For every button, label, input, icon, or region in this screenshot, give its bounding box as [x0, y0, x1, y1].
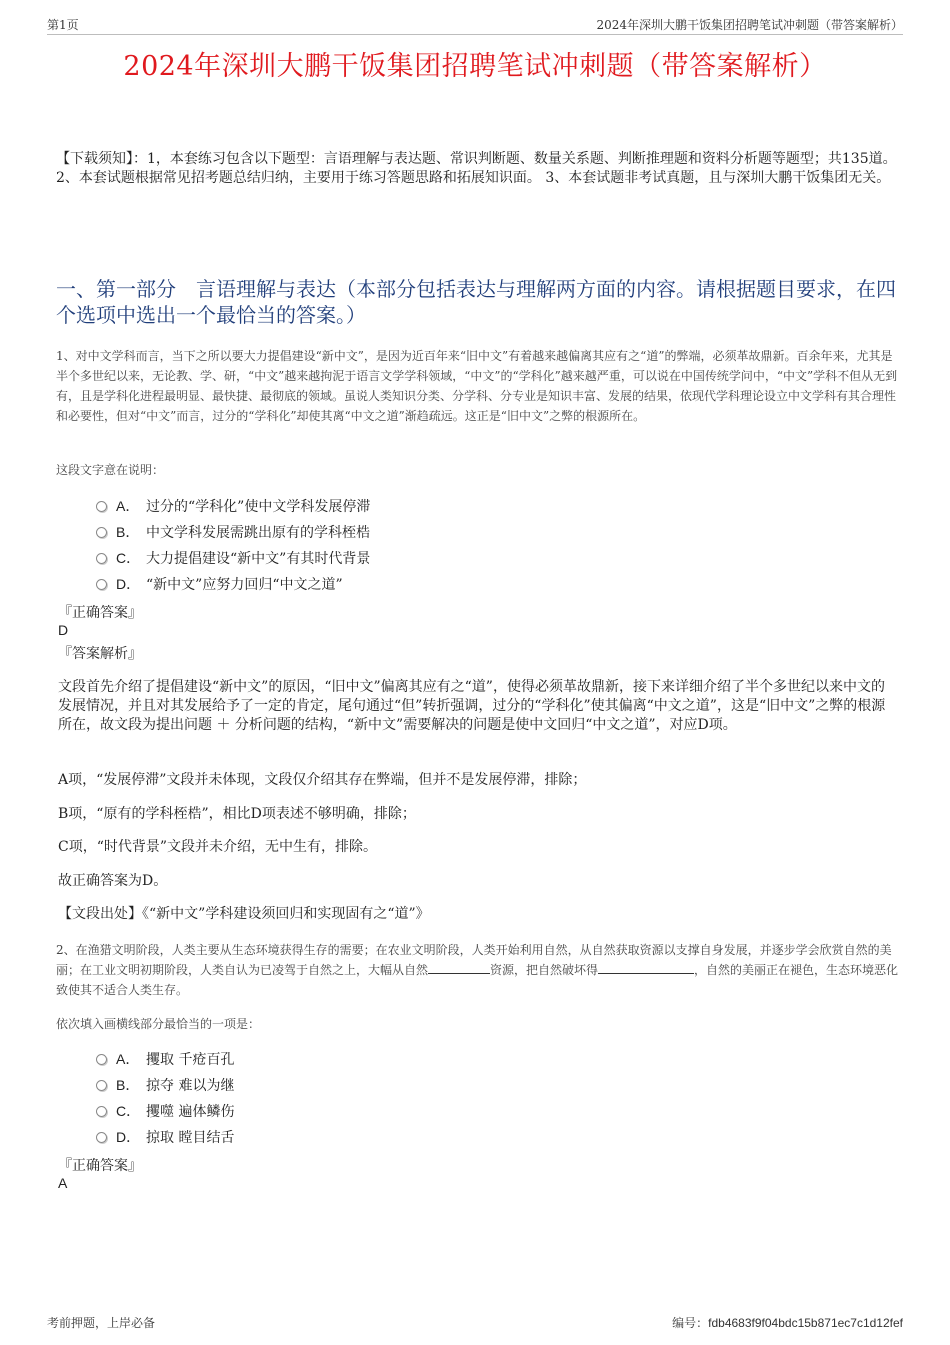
radio-icon[interactable]	[96, 1106, 107, 1117]
option-text: 中文学科发展需跳出原有的学科桎梏	[146, 525, 370, 541]
footer-slogan: 考前押题，上岸必备	[47, 1316, 156, 1330]
option-letter: C．	[116, 1103, 141, 1119]
q1-option-a[interactable]	[96, 493, 596, 519]
option-text: 攫取 千疮百孔	[146, 1052, 235, 1068]
radio-icon[interactable]	[96, 527, 107, 538]
q1-analysis-b: B项，“原有的学科桎梏”，相比D项表述不够明确，排除；	[58, 806, 416, 822]
q2-blank-2[interactable]	[598, 961, 694, 974]
q1-stem: 1、对中文学科而言，当下之所以要大力提倡建设“新中文”，是因为近百年来“旧中文”有着越来越偏离其应有之“道”的弊端，必须革故鼎新。百余年来，尤其是半个多世纪以来，无论教、学、研，“中文”越来越拘泥于语言文学学科领域，“中文”的“学科化”越来越严重，可以说在中国传统学问中，“中文”学科不但从无到有，且是学科化进程最明显、最快捷、最彻底的领域。虽说人类知识分类、分学科、分专业是知识丰富、发展的结果，依现代学科理论设立中文学科有其合理性和必要性，但对“中文”而言，过分的“学科化”却使其离“中文之道”渐趋疏远。这正是“旧中文”之弊的根源所在。	[56, 349, 898, 423]
q1-analysis-label: 『答案解析』	[58, 646, 142, 662]
q2-option-b[interactable]	[96, 1072, 596, 1098]
radio-icon[interactable]	[96, 1080, 107, 1091]
radio-icon[interactable]	[96, 553, 107, 564]
download-notice: 【下载须知】：1，本套练习包含以下题型：言语理解与表达题、常识判断题、数量关系题、判断推理题和资料分析题等题型；共135道。 2、本套试题根据常见招考题总结归纳，主要用于练习答题思路和拓展知识面。 3、本套试题非考试真题，且与深圳大鹏干饭集团无关。	[56, 151, 897, 186]
q2-stem-part1: 2、在渔猎文明阶段，人类主要从生态环境获得生存的需要；在农业文明阶段，人类开始利用自然，从自然获取资源以支撑自身发展，并逐步学会欣赏自然的美丽；在工业文明初期阶段，人类自认为已凌驾于自然之上，大幅从自然	[56, 943, 892, 977]
option-letter: D．	[116, 1129, 141, 1145]
radio-icon[interactable]	[96, 1054, 107, 1065]
option-text: 掠夺 难以为继	[146, 1078, 235, 1094]
q1-analysis-main: 文段首先介绍了提倡建设“新中文”的原因，“旧中文”偏离其应有之“道”，使得必须革故鼎新，接下来详细介绍了半个多世纪以来中文的发展情况，并且对其发展给予了一定的肯定，尾句通过“但”转折强调，过分的“学科化”使其偏离“中文之道”，这是“旧中文”之弊的根源所在，故文段为提出问题 ＋ 分析问题的结构，“新中文”需要解决的问题是使中文回归“中文之道”，对应D项。	[58, 679, 886, 733]
radio-icon[interactable]	[96, 501, 107, 512]
option-text: 过分的“学科化”使中文学科发展停滞	[146, 499, 371, 515]
q2-stem-part3: ，自然的美丽正在褪色，生态环境恶化致使其不适合人类生存。	[56, 963, 899, 997]
q2-options	[96, 1046, 596, 1150]
option-letter: B．	[116, 524, 140, 540]
q2-option-d[interactable]	[96, 1124, 596, 1150]
option-letter: D．	[116, 576, 141, 592]
q2-stem-part2: 资源，把自然破坏得	[490, 963, 599, 977]
q1-answer-label: 『正确答案』	[58, 605, 142, 621]
q1-option-d[interactable]	[96, 571, 596, 597]
q2-option-a[interactable]	[96, 1046, 596, 1072]
q2-answer-label: 『正确答案』	[58, 1158, 142, 1174]
option-text: 攫噬 遍体鳞伤	[146, 1104, 235, 1120]
q1-option-c[interactable]	[96, 545, 596, 571]
option-text: “新中文”应努力回归“中文之道”	[146, 577, 343, 593]
q1-answer: D	[58, 622, 69, 638]
q2-blank-1[interactable]	[428, 961, 490, 974]
option-letter: C．	[116, 550, 141, 566]
q2-answer: A	[58, 1175, 68, 1191]
radio-icon[interactable]	[96, 1132, 107, 1143]
footer-code	[672, 1314, 903, 1331]
q1-analysis-a: A项，“发展停滞”文段并未体现，文段仅介绍其存在弊端，但并不是发展停滞，排除；	[58, 772, 587, 788]
q1-analysis-c: C项，“时代背景”文段并未介绍，无中生有，排除。	[58, 839, 378, 855]
section-title: 一、第一部分 言语理解与表达（本部分包括表达与理解两方面的内容。请根据题目要求，在四个选项中选出一个最恰当的答案。）	[56, 277, 896, 327]
footer-code-value: fdb4683f9f04bdc15b871ec7c1d12fef	[708, 1316, 903, 1330]
q1-options	[96, 493, 596, 597]
q1-source: 【文段出处】《“新中文”学科建设须回归和实现固有之“道”》	[58, 906, 430, 922]
q1-analysis-conclusion: 故正确答案为D。	[58, 873, 168, 889]
q2-stem	[56, 940, 901, 1000]
page-number: 第1页	[47, 18, 79, 32]
header-doc-title: 2024年深圳大鹏干饭集团招聘笔试冲刺题（带答案解析）	[596, 18, 903, 32]
option-letter: B．	[116, 1077, 140, 1093]
option-letter: A．	[116, 1051, 140, 1067]
option-letter: A．	[116, 498, 140, 514]
q2-prompt: 依次填入画横线部分最恰当的一项是：	[56, 1017, 261, 1031]
page-header	[47, 14, 903, 35]
q1-prompt: 这段文字意在说明：	[56, 463, 165, 477]
q2-option-c[interactable]	[96, 1098, 596, 1124]
radio-icon[interactable]	[96, 579, 107, 590]
option-text: 掠取 瞠目结舌	[146, 1130, 235, 1146]
document-title: 2024年深圳大鹏干饭集团招聘笔试冲刺题（带答案解析）	[123, 51, 827, 82]
option-text: 大力提倡建设“新中文”有其时代背景	[146, 551, 371, 567]
footer-code-label: 编号：	[672, 1316, 709, 1330]
q1-option-b[interactable]	[96, 519, 596, 545]
